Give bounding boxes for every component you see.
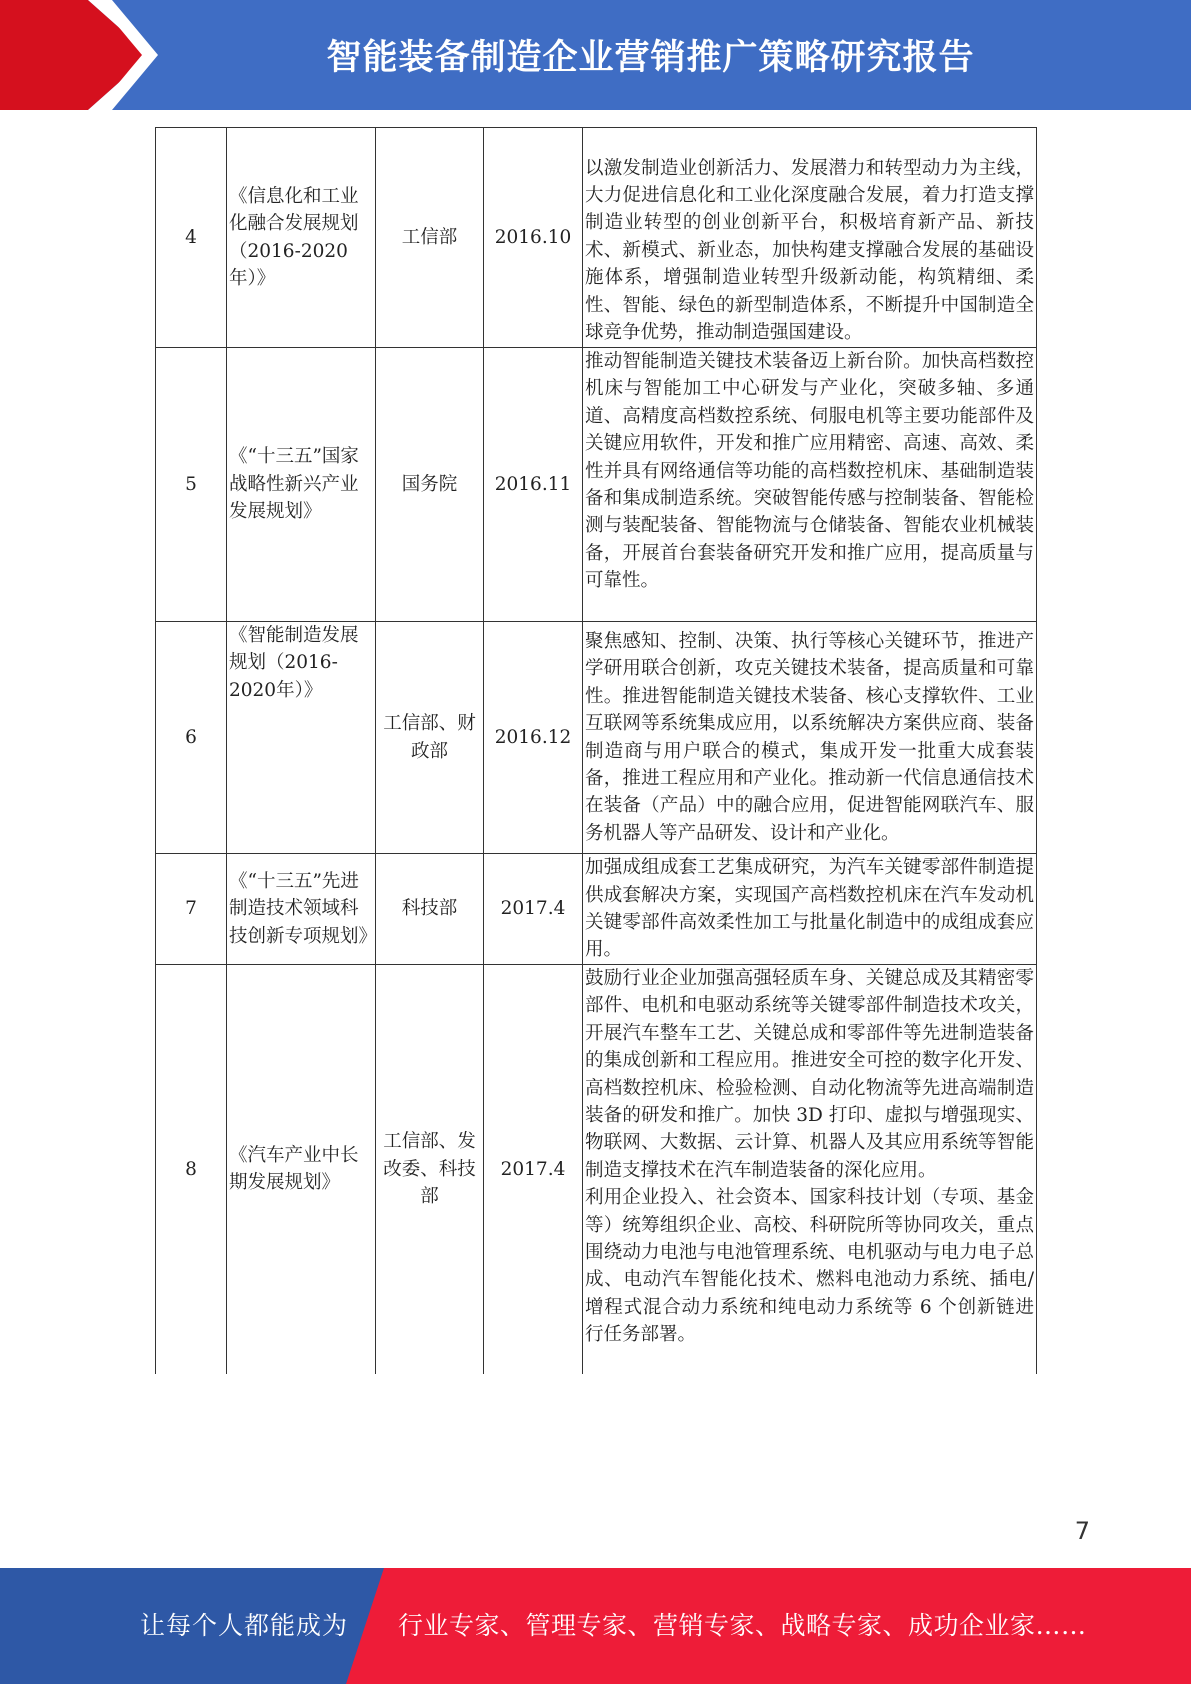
issue-date: 2016.10	[484, 128, 583, 348]
policy-name: 《“十三五”国家战略性新兴产业发展规划》	[227, 348, 376, 622]
issuing-department: 工信部、发改委、科技部	[376, 965, 484, 1374]
policy-name: 《汽车产业中长期发展规划》	[227, 965, 376, 1374]
row-number: 5	[156, 348, 227, 622]
policy-content	[583, 128, 1037, 348]
row-number: 8	[156, 965, 227, 1374]
policy-name: 《信息化和工业化融合发展规划（2016-2020年）》	[227, 128, 376, 348]
issuing-department: 工信部、财政部	[376, 622, 484, 854]
content-paragraph: 以激发制造业创新活力、发展潜力和转型动力为主线，大力促进信息化和工业化深度融合发展，着力打造支撑制造业转型的创业创新平台，积极培育新产品、新技术、新模式、新业态，加快构建支撑融合发展的基础设施体系，增强制造业转型升级新动能，构筑精细、柔性、智能、绿色的新型制造体系，不断提升中国制造全球竞争优势，推动制造强国建设。	[585, 157, 1034, 344]
policy-name: 《智能制造发展规划（2016-2020年）》	[227, 622, 376, 854]
document-title: 智能装备制造企业营销推广策略研究报告	[326, 38, 975, 78]
issuing-department: 工信部	[376, 128, 484, 348]
content-paragraph: 鼓励行业企业加强高强轻质车身、关键总成及其精密零部件、电机和电驱动系统等关键零部件制造技术攻关，开展汽车整车工艺、关键总成和零部件等先进制造装备的集成创新和工程应用。推进安全可控的数字化开发、高档数控机床、检验检测、自动化物流等先进高端制造装备的研发和推广。加快 3D 打印、虚拟与增强现实、物联网、大数据、云计算、机器人及其应用系统等智能制造支撑技术在汽车制造装备的深化应用。	[585, 968, 1034, 1181]
content-paragraph: 利用企业投入、社会资本、国家科技计划（专项、基金等）统筹组织企业、高校、科研院所等协同攻关，重点围绕动力电池与电池管理系统、电机驱动与电力电子总成、电动汽车智能化技术、燃料电池动力系统、插电/增程式混合动力系统和纯电动力系统等 6 个创新链进行任务部署。	[585, 1187, 1034, 1346]
issue-date: 2017.4	[484, 965, 583, 1374]
table-row	[156, 622, 1037, 854]
issuing-department: 科技部	[376, 854, 484, 965]
issue-date: 2017.4	[484, 854, 583, 965]
issue-date: 2016.11	[484, 348, 583, 622]
row-number: 4	[156, 128, 227, 348]
content-paragraph: 推动智能制造关键技术装备迈上新台阶。加快高档数控机床与智能加工中心研发与产业化，突破多轴、多通道、高精度高档数控系统、伺服电机等主要功能部件及关键应用软件，开发和推广应用精密、高速、高效、柔性并具有网络通信等功能的高档数控机床、基础制造装备和集成制造系统。突破智能传感与控制装备、智能检测与装配装备、智能物流与仓储装备、智能农业机械装备，开展首台套装备研究开发和推广应用，提高质量与可靠性。	[585, 351, 1034, 592]
issuing-department: 国务院	[376, 348, 484, 622]
table-row	[156, 128, 1037, 348]
content-paragraph: 加强成组成套工艺集成研究，为汽车关键零部件制造提供成套解决方案，实现国产高档数控机床在汽车发动机关键零部件高效柔性加工与批量化制造中的成组成套应用。	[585, 857, 1034, 961]
footer-slogan-right: 行业专家、管理专家、营销专家、战略专家、成功企业家……	[398, 1611, 1087, 1640]
page-footer	[0, 1568, 1191, 1684]
policy-content	[583, 622, 1037, 854]
table-row	[156, 965, 1037, 1374]
policy-content	[583, 965, 1037, 1374]
policy-content	[583, 854, 1037, 965]
policy-name: 《“十三五”先进制造技术领域科技创新专项规划》	[227, 854, 376, 965]
row-number: 6	[156, 622, 227, 854]
page-header	[0, 0, 1191, 110]
issue-date: 2016.12	[484, 622, 583, 854]
row-number: 7	[156, 854, 227, 965]
table-row	[156, 854, 1037, 965]
policy-content	[583, 348, 1037, 622]
footer-slogan-left: 让每个人都能成为	[140, 1611, 349, 1640]
page-number: 7	[1074, 1517, 1090, 1545]
content-paragraph: 聚焦感知、控制、决策、执行等核心关键环节，推进产学研用联合创新，攻克关键技术装备，提高质量和可靠性。推进智能制造关键技术装备、核心支撑软件、工业互联网等系统集成应用，以系统解决方案供应商、装备制造商与用户联合的模式，集成开发一批重大成套装备，推进工程应用和产业化。推动新一代信息通信技术在装备（产品）中的融合应用，促进智能网联汽车、服务机器人等产品研发、设计和产业化。	[585, 630, 1034, 844]
table-row	[156, 348, 1037, 622]
policy-table	[155, 127, 1037, 1374]
